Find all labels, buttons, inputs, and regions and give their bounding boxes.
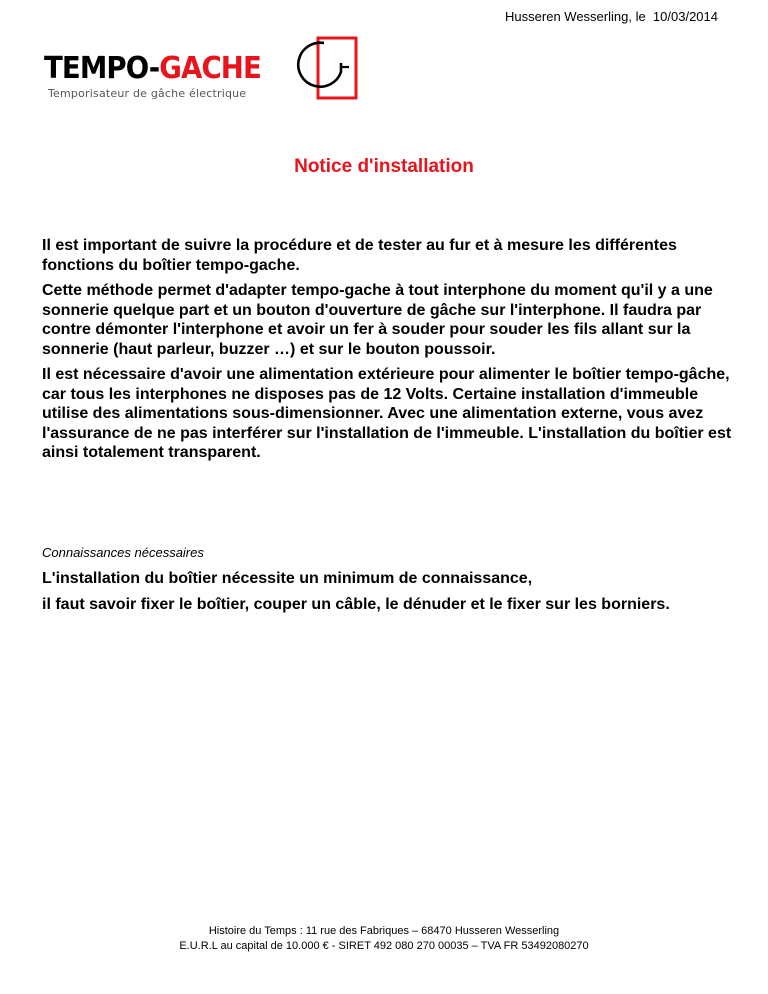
paragraph: Il est important de suivre la procédure et de tester au fur et à mesure les différentes fonctions du boîtier tempo-gache. [42, 237, 677, 274]
logo-wordmark-part2: GACHE [159, 51, 261, 86]
paragraph: il faut savoir fixer le boîtier, couper un câble, le dénuder et le fixer sur les borniers. [42, 595, 670, 613]
logo-wordmark-part1: TEMPO- [44, 51, 160, 86]
intro-section [42, 236, 732, 469]
paragraph: Il est nécessaire d'avoir une alimentation extérieure pour alimenter le boîtier tempo-gâche, car tous les interphones ne disposes pas de 12 Volts. Certaine installation d'immeuble utilise des alimentations sous-dimensionner. Avec une alimentation externe, vous avez l'assurance de ne pas interférer sur l'installation de l'immeuble. L'installation du boîtier est ainsi totalement transparent. [42, 366, 732, 461]
knowledge-section [42, 545, 732, 620]
footer-legal: E.U.R.L au capital de 10.000 € - SIRET 492 080 270 00035 – TVA FR 53492080270 [179, 940, 589, 952]
page-title-text: Notice d'installation [294, 156, 474, 177]
section-heading: Connaissances nécessaires [42, 545, 204, 560]
logo-wordmark [44, 52, 261, 86]
lock-mark-icon [296, 35, 360, 101]
page-title [0, 156, 768, 178]
page-footer [0, 924, 768, 954]
footer-address: Histoire du Temps : 11 rue des Fabriques – 68470 Husseren Wesserling [208, 925, 560, 937]
date-line: Husseren Wesserling, le 10/03/2014 [505, 9, 718, 24]
logo-tagline: Temporisateur de gâche électrique [48, 87, 247, 100]
paragraph: Cette méthode permet d'adapter tempo-gache à tout interphone du moment qu'il y a une sonnerie quelque part et un bouton d'ouverture de gâche sur l'interphone. Il faudra par contre démonter l'interphone et avoir un fer à souder pour souder les fils allant sur la sonnerie (haut parleur, buzzer …) et sur le bouton poussoir. [42, 282, 713, 358]
company-logo [44, 52, 280, 100]
paragraph: L'installation du boîtier nécessite un minimum de connaissance, [42, 570, 533, 587]
